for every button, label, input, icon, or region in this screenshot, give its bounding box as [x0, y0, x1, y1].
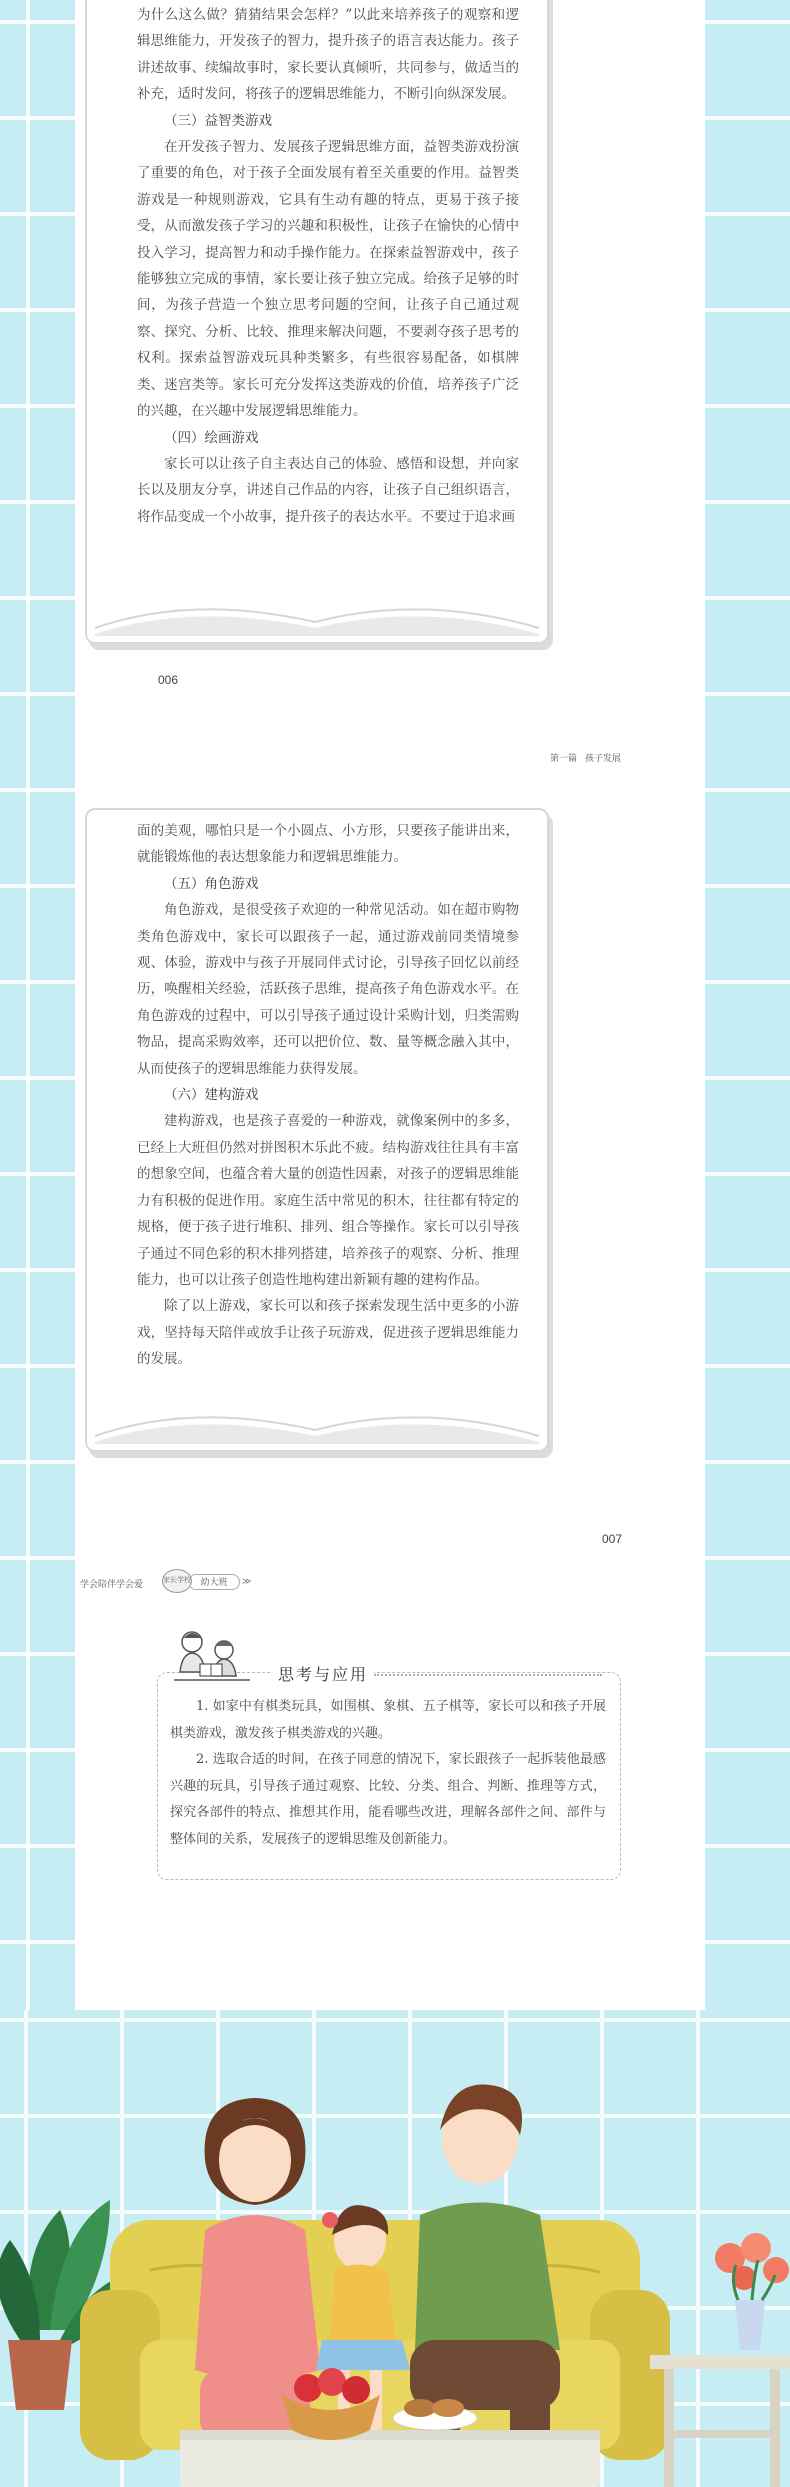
page-number: 006	[158, 673, 179, 687]
paragraph: 在开发孩子智力、发展孩子逻辑思维方面，益智类游戏扮演了重要的角色，对于孩子全面发展有着至关重要的作用。益智类游戏是一种规则游戏，它具有生动有趣的特点，更易于孩子接受，从而激发孩子学习的兴趣和积极性，让孩子在愉快的心情中投入学习，提高智力和动手操作能力。在探索益智游戏中，孩子能够独立完成的事情，家长要让孩子独立完成。给孩子足够的时间，为孩子营造一个独立思考问题的空间，让孩子自己通过观察、探究、分析、比较、推理来解决问题，不要剥夺孩子思考的权利。探索益智游戏玩具种类繁多，有些很容易配备，如棋牌类、迷宫类等。家长可充分发挥这类游戏的价值，培养孩子广泛的兴趣，在兴趣中发展逻辑思维能力。	[137, 139, 519, 420]
list-item: 2. 选取合适的时间，在孩子同意的情况下，家长跟孩子一起拆装他最感兴趣的玩具，引导孩子通过观察、比较、分类、组合、判断、推理等方式，探究各部件的特点、推想其作用，能看哪些改进，理解各部件之间、部件与整体间的关系，发展孩子的逻辑思维及创新能力。	[170, 1752, 606, 1847]
header-level-badge: 幼大班	[188, 1574, 240, 1590]
book-page-006	[85, 0, 549, 644]
paragraph: 为什么这么做？猜猜结果会怎样？”以此来培养孩子的观察和逻辑思维能力，开发孩子的智力，提升孩子的语言表达能力。孩子讲述故事、续编故事时，家长要认真倾听，共同参与，做适当的补充，适时发问，将孩子的逻辑思维能力，不断引向纵深发展。	[137, 7, 519, 103]
paragraph: 角色游戏，是很受孩子欢迎的一种常见活动。如在超市购物类角色游戏中，家长可以跟孩子一起，通过游戏前同类情境参观、体验，游戏中与孩子开展同伴式讨论，引导孩子回忆以前经历，唤醒相关经验，活跃孩子思维，提高孩子角色游戏水平。在角色游戏的过程中，可以引导孩子通过设计采购计划，归类需购物品，提高采购效率，还可以把价位、数、量等概念融入其中，从而使孩子的逻辑思维能力获得发展。	[137, 902, 519, 1077]
chevron-right-icon: ≫	[242, 1576, 252, 1586]
page-number: 007	[602, 1532, 623, 1546]
parent-child-reading-icon	[170, 1628, 252, 1688]
running-head	[550, 751, 621, 764]
section-heading: （四）绘画游戏	[164, 429, 259, 446]
open-book-icon	[93, 584, 541, 636]
running-head-part: 第一篇	[550, 753, 578, 763]
section-heading: （三）益智类游戏	[164, 112, 272, 129]
header-brand: 学会陪伴学会爱	[80, 1579, 144, 1589]
page-header	[80, 1568, 500, 1594]
section-heading: （六）建构游戏	[164, 1087, 259, 1104]
family-scene-illustration	[0, 2010, 790, 2487]
page-007-body	[137, 818, 519, 1373]
title-divider	[374, 1674, 602, 1676]
think-items	[170, 1694, 606, 1853]
open-book-icon	[93, 1392, 541, 1444]
school-logo: 家长学校	[162, 1569, 192, 1593]
think-title: 思考与应用	[272, 1662, 374, 1685]
running-head-title: 孩子发展	[585, 753, 622, 763]
page-006-body	[137, 2, 519, 530]
list-item: 1. 如家中有棋类玩具，如围棋、象棋、五子棋等，家长可以和孩子开展棋类游戏，激发孩子棋类游戏的兴趣。	[170, 1699, 606, 1741]
paragraph: 除了以上游戏，家长可以和孩子探索发现生活中更多的小游戏，坚持每天陪伴或放手让孩子玩游戏，促进孩子逻辑思维能力的发展。	[137, 1298, 519, 1368]
section-heading: （五）角色游戏	[164, 875, 259, 892]
paragraph: 家长可以让孩子自主表达自己的体验、感悟和设想，并向家长以及朋友分享，讲述自己作品的内容，让孩子自己组织语言，将作品变成一个小故事，提升孩子的表达水平。不要过于追求画	[137, 455, 519, 525]
paragraph: 面的美观，哪怕只是一个小圆点、小方形，只要孩子能讲出来，就能锻炼他的表达想象能力和逻辑思维能力。	[137, 823, 519, 866]
book-page-007	[85, 808, 549, 1452]
paragraph: 建构游戏，也是孩子喜爱的一种游戏，就像案例中的多多，已经上大班但仍然对拼图积木乐此不疲。结构游戏往往具有丰富的想象空间，也蕴含着大量的创造性因素，对孩子的逻辑思维能力有积极的促进作用。家庭生活中常见的积木，往往都有特定的规格，便于孩子进行堆积、排列、组合等操作。家长可以引导孩子通过不同色彩的积木排列搭建，培养孩子的观察、分析、推理能力，也可以让孩子创造性地构建出新颖有趣的建构作品。	[137, 1113, 519, 1288]
